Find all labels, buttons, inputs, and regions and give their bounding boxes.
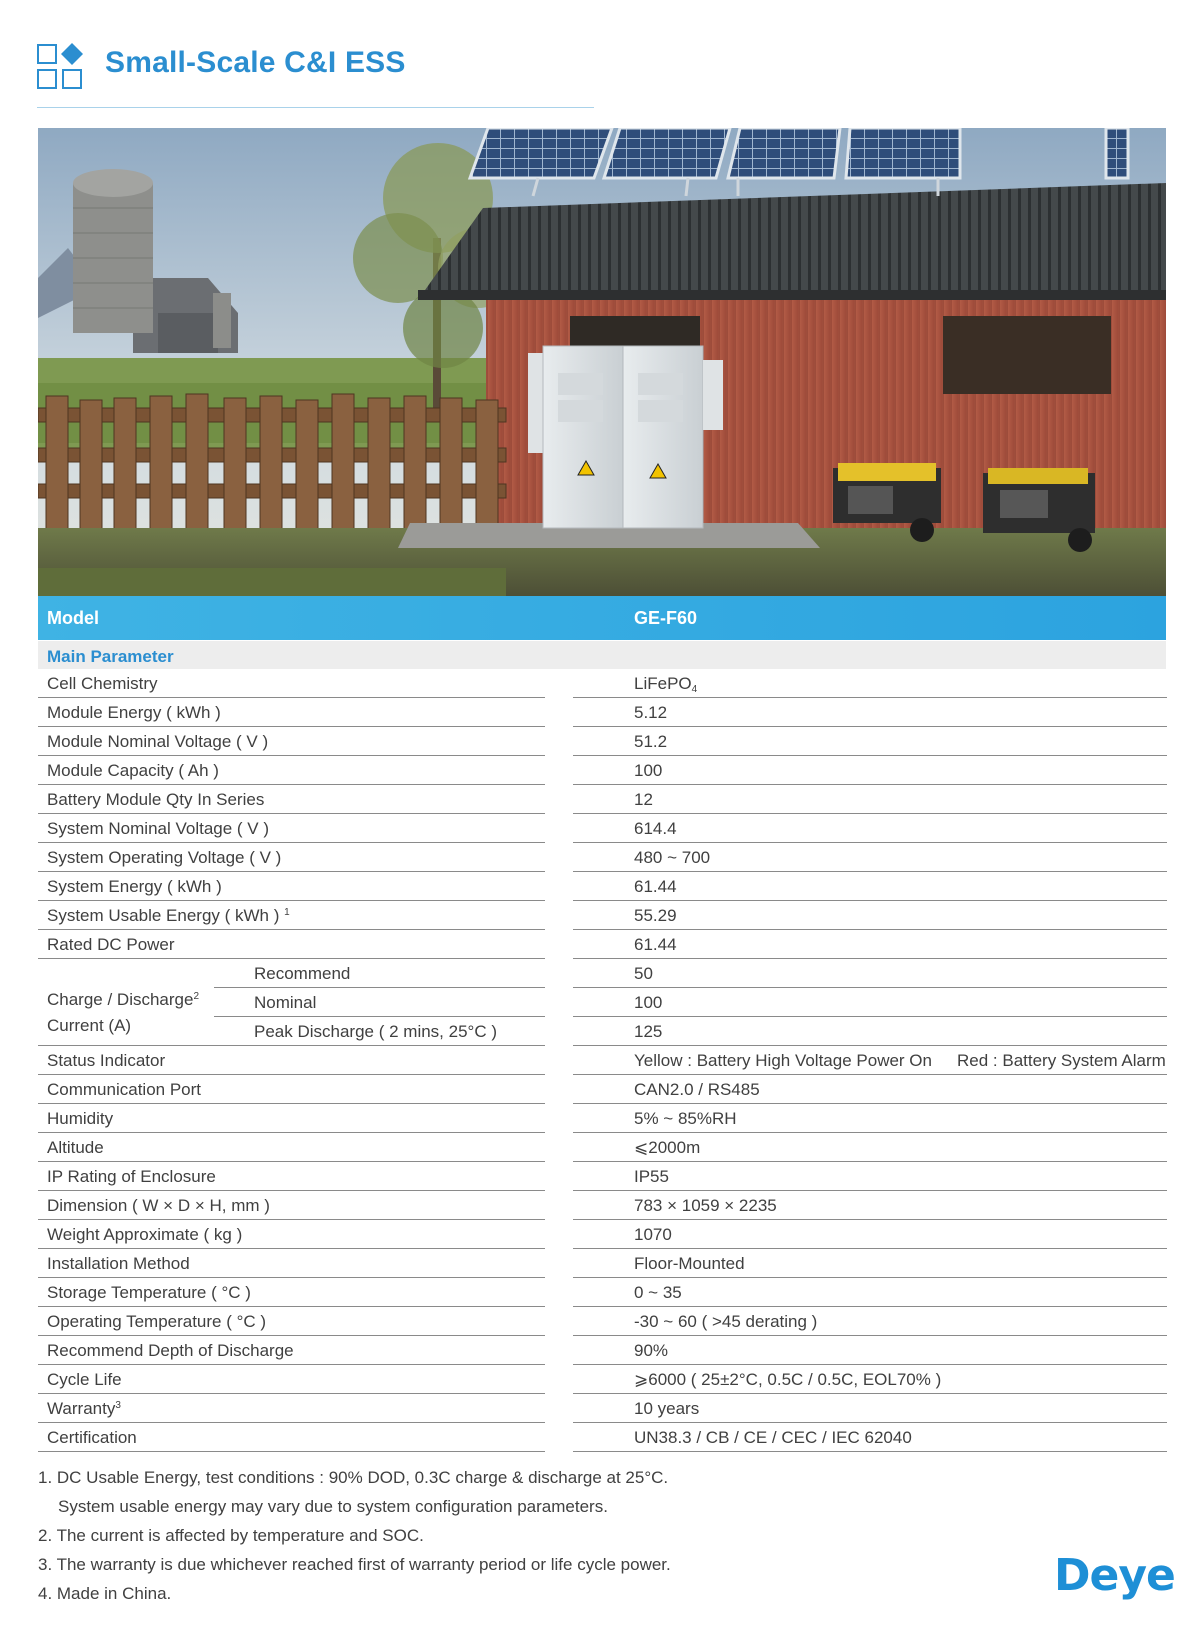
row-label: Communication Port: [47, 1080, 202, 1099]
table-row: [0, 843, 1200, 872]
row-label: Storage Temperature ( °C ): [47, 1283, 251, 1302]
table-row: [0, 872, 1200, 901]
footnote: System usable energy may vary due to system configuration parameters.: [58, 1497, 608, 1516]
row-value: 614.4: [634, 819, 677, 838]
row-value: 10 years: [634, 1399, 700, 1418]
row-label: Altitude: [47, 1138, 104, 1157]
table-row: [0, 988, 1200, 1017]
table-row: [0, 1394, 1200, 1423]
table-row: [0, 1423, 1200, 1452]
table-row: [0, 1162, 1200, 1191]
row-value: Yellow : Battery High Voltage Power On: [634, 1051, 932, 1070]
table-row: [0, 1249, 1200, 1278]
row-sublabel: Nominal: [254, 993, 317, 1012]
row-value: 12: [634, 790, 653, 809]
footnotes: [38, 1463, 838, 1608]
table-row: [0, 669, 1200, 698]
row-value: LiFePO$_4$: [634, 674, 698, 695]
page-header: [37, 40, 594, 108]
table-row: [0, 1278, 1200, 1307]
model-value: GE-F60: [634, 608, 698, 628]
footnote: 2. The current is affected by temperature and SOC.: [38, 1526, 424, 1545]
row-value: ⩾6000 ( 25±2°C, 0.5C / 0.5C, EOL70% ): [634, 1370, 942, 1389]
row-value: 0 ~ 35: [634, 1283, 682, 1302]
row-label: Certification: [47, 1428, 137, 1447]
grid-logo-icon: [37, 43, 85, 91]
row-label: IP Rating of Enclosure: [47, 1167, 216, 1186]
row-label: Warranty$^3$: [47, 1399, 121, 1418]
row-value: 61.44: [634, 877, 677, 896]
row-label: Weight Approximate ( kg ): [47, 1225, 243, 1244]
table-row: [0, 1307, 1200, 1336]
row-value: 5% ~ 85%RH: [634, 1109, 737, 1128]
row-label: System Operating Voltage ( V ): [47, 848, 282, 867]
row-value: 50: [634, 964, 653, 983]
page-title: Small-Scale C&I ESS: [105, 46, 406, 79]
table-row: [0, 698, 1200, 727]
hero-image: [38, 128, 1166, 596]
row-value: CAN2.0 / RS485: [634, 1080, 760, 1099]
section-label: Main Parameter: [47, 647, 174, 666]
row-value: Floor-Mounted: [634, 1254, 745, 1273]
row-value: 51.2: [634, 732, 668, 751]
row-value: 125: [634, 1022, 663, 1041]
charge-discharge-label-2: Current (A): [47, 1016, 132, 1035]
model-label: Model: [47, 608, 99, 628]
row-value: 783 × 1059 × 2235: [634, 1196, 777, 1215]
table-row: [0, 901, 1200, 930]
footnote: 1. DC Usable Energy, test conditions : 90% DOD, 0.3C charge & discharge at 25°C.: [38, 1468, 669, 1487]
row-value: 480 ~ 700: [634, 848, 711, 867]
row-value: IP55: [634, 1167, 669, 1186]
row-sublabel: Peak Discharge ( 2 mins, 25°C ): [254, 1022, 497, 1041]
row-label: Operating Temperature ( °C ): [47, 1312, 267, 1331]
table-row: [0, 1220, 1200, 1249]
charge-discharge-label: Charge / Discharge$^2$: [47, 990, 200, 1009]
brand-logo: Deye: [1054, 1550, 1175, 1601]
footnote: 4. Made in China.: [38, 1584, 172, 1603]
row-sublabel: Recommend: [254, 964, 351, 983]
row-label: System Usable Energy ( kWh ) $^1$: [47, 906, 290, 925]
row-value: 1070: [634, 1225, 672, 1244]
table-row: [0, 1336, 1200, 1365]
table-row: [0, 1191, 1200, 1220]
row-value: 55.29: [634, 906, 677, 925]
row-label: Status Indicator: [47, 1051, 166, 1070]
row-label: System Energy ( kWh ): [47, 877, 222, 896]
table-row: [0, 1365, 1200, 1394]
table-row: [0, 727, 1200, 756]
row-value: ⩽2000m: [634, 1138, 701, 1157]
row-label: Module Energy ( kWh ): [47, 703, 221, 722]
row-value-secondary: Red : Battery System Alarm: [957, 1051, 1166, 1070]
row-value: 100: [634, 993, 663, 1012]
footnote: 3. The warranty is due whichever reached first of warranty period or life cycle power.: [38, 1555, 671, 1574]
row-label: Module Nominal Voltage ( V ): [47, 732, 269, 751]
row-value: 61.44: [634, 935, 677, 954]
table-row: [0, 756, 1200, 785]
table-row: [0, 1133, 1200, 1162]
row-label: Rated DC Power: [47, 935, 175, 954]
row-label: Cell Chemistry: [47, 674, 158, 693]
table-row: [0, 1104, 1200, 1133]
row-value: 5.12: [634, 703, 668, 722]
row-label: Dimension ( W × D × H, mm ): [47, 1196, 270, 1215]
row-value: -30 ~ 60 ( >45 derating ): [634, 1312, 818, 1331]
row-label: Humidity: [47, 1109, 114, 1128]
row-label: Module Capacity ( Ah ): [47, 761, 219, 780]
row-label: Battery Module Qty In Series: [47, 790, 265, 809]
table-row: [0, 930, 1200, 959]
table-row: [0, 1017, 1200, 1046]
table-row: [0, 814, 1200, 843]
table-row: [0, 959, 1200, 988]
table-row: [0, 1046, 1200, 1075]
row-label: Recommend Depth of Discharge: [47, 1341, 294, 1360]
row-label: Cycle Life: [47, 1370, 122, 1389]
row-label: System Nominal Voltage ( V ): [47, 819, 270, 838]
model-header-bar: [38, 596, 1166, 640]
table-row: [0, 785, 1200, 814]
row-value: 100: [634, 761, 663, 780]
row-value: UN38.3 / CB / CE / CEC / IEC 62040: [634, 1428, 912, 1447]
table-row: [0, 1075, 1200, 1104]
row-value: 90%: [634, 1341, 669, 1360]
section-header: [38, 641, 1166, 669]
row-label: Installation Method: [47, 1254, 190, 1273]
